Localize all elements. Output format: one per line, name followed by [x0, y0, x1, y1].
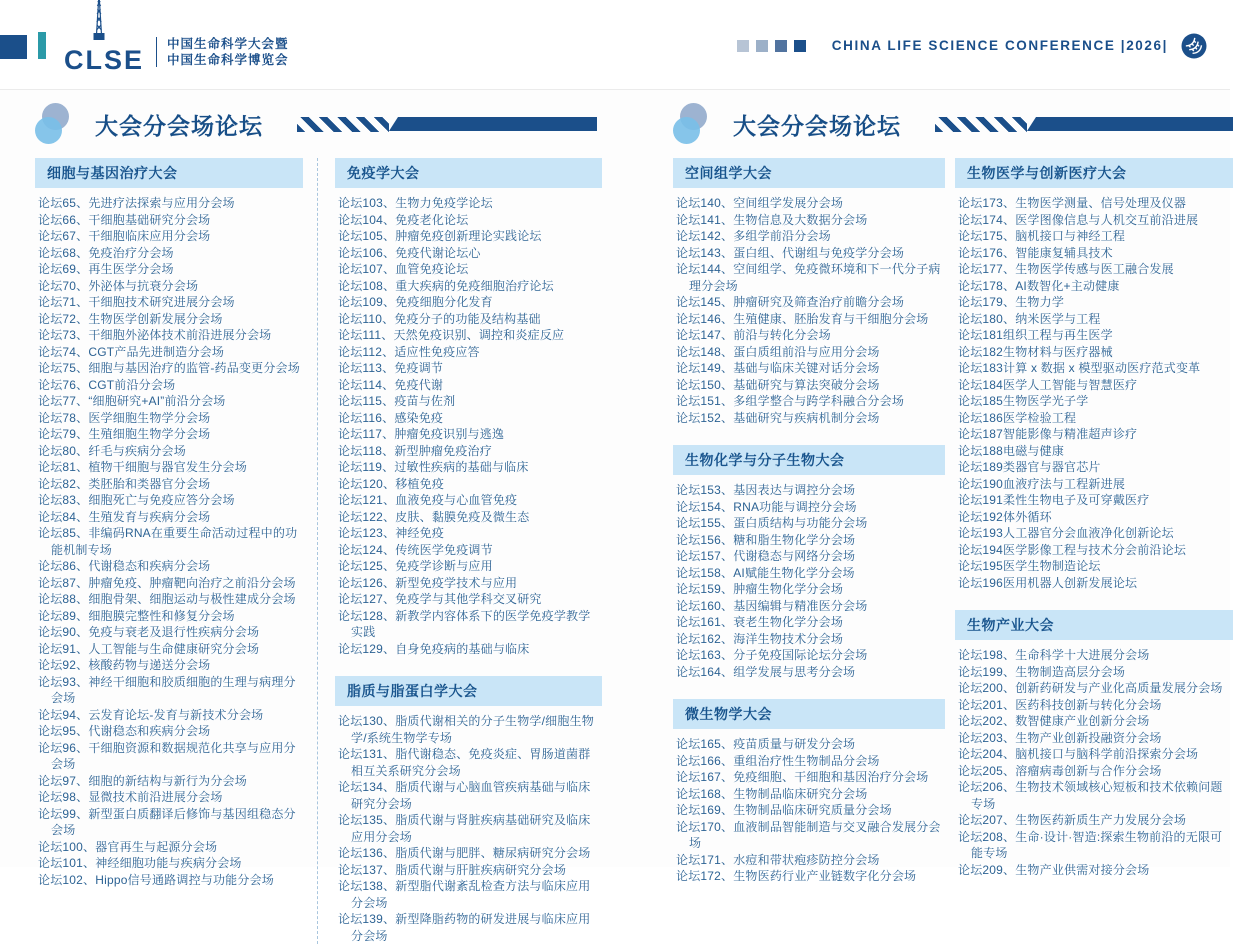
- forum-item: 论坛107、血管免疫论坛: [338, 262, 469, 276]
- forum-item: 论坛194医学影像工程与技术分会前沿论坛: [958, 542, 1187, 557]
- forum-item: 论坛189类器官与器官芯片: [958, 460, 1101, 474]
- clse-logo: [64, 15, 144, 75]
- forum-item: 论坛140、空间组学发展分会场: [676, 196, 844, 210]
- section-title: 大会分会场论坛: [95, 112, 263, 139]
- forum-item: 论坛163、分子免疫国际论坛分会场: [676, 648, 868, 662]
- forum-item: 论坛138、新型脂代谢紊乱检查方法与临床应用分会场: [338, 879, 591, 910]
- forum-group: [955, 610, 1233, 878]
- forum-item: 论坛188电磁与健康: [958, 443, 1065, 458]
- title-decoration: [297, 117, 597, 132]
- forum-item: 论坛78、医学细胞生物学分会场: [38, 410, 211, 425]
- forum-item: 论坛69、再生医学分会场: [38, 262, 174, 276]
- forum-item: 论坛168、生物制品临床研究分会场: [676, 786, 868, 801]
- forum-item: 论坛126、新型免疫学技术与应用: [338, 575, 518, 590]
- group-header: 细胞与基因治疗大会: [35, 158, 303, 188]
- forum-list: [335, 713, 602, 944]
- forum-item: 论坛65、先进疗法探索与应用分会场: [38, 196, 235, 210]
- forum-item: 论坛187智能影像与精准超声诊疗: [958, 427, 1138, 441]
- forum-item: 论坛72、生物医学创新发展分会场: [38, 311, 223, 326]
- forum-item: 论坛175、脑机接口与神经工程: [958, 229, 1126, 243]
- forum-item: 论坛130、脂质代谢相关的分子生物学/细胞生物学/系统生物学专场: [338, 714, 594, 745]
- forum-item: 论坛139、新型降脂药物的研发进展与临床应用分会场: [338, 912, 591, 943]
- forum-item: 论坛167、免疫细胞、干细胞和基因治疗分会场: [676, 770, 929, 784]
- dna-globe-icon: [1180, 32, 1208, 60]
- stripes-decoration: [935, 117, 1027, 132]
- forum-item: 论坛169、生物制品临床研究质量分会场: [676, 803, 892, 817]
- forum-item: 论坛125、免疫学诊断与应用: [338, 559, 493, 573]
- forum-item: 论坛186医学检验工程: [958, 410, 1077, 425]
- forum-item: 论坛145、肿瘤研究及筛查治疗前瞻分会场: [676, 295, 905, 309]
- forum-item: 论坛162、海洋生物技术分会场: [676, 631, 844, 646]
- forum-item: 论坛73、干细胞外泌体技术前沿进展分会场: [38, 328, 272, 342]
- forum-item: 论坛159、肿瘤生物化学分会场: [676, 582, 844, 596]
- forum-item: 论坛128、新教学内容体系下的医学免疫学教学实践: [338, 608, 591, 639]
- forum-list: [673, 195, 945, 426]
- square-decoration-3: [775, 40, 787, 52]
- forum-item: 论坛203、生物产业创新投融资分会场: [958, 730, 1162, 745]
- forum-item: 论坛190血液疗法与工程新进展: [958, 476, 1126, 491]
- forum-item: 论坛66、干细胞基础研究分会场: [38, 212, 211, 227]
- forum-item: 论坛117、肿瘤免疫识别与逃逸: [338, 427, 505, 441]
- columns-left: [35, 158, 597, 944]
- forum-item: 论坛158、AI赋能生物化学分会场: [676, 565, 855, 580]
- column-spatial-omics: [673, 158, 945, 885]
- forum-item: 论坛151、多组学整合与跨学科融合分会场: [676, 394, 905, 408]
- forum-item: 论坛149、基础与临床关键对话分会场: [676, 361, 880, 375]
- main-content: [0, 90, 1230, 944]
- square-decoration-1: [737, 40, 749, 52]
- section-title-row: [673, 100, 1233, 148]
- forum-item: 论坛77、“细胞研究+AI”前沿分会场: [38, 394, 226, 408]
- forum-item: 论坛86、代谢稳态和疾病分会场: [38, 559, 211, 573]
- forum-item: 论坛156、糖和脂生物化学分会场: [676, 532, 856, 547]
- square-decoration-4: [794, 40, 806, 52]
- column-cell-gene-therapy: [35, 158, 303, 888]
- forum-list: [35, 195, 303, 888]
- clse-logo-text: CLSE: [64, 44, 145, 75]
- forum-item: 论坛182生物材料与医疗器械: [958, 344, 1113, 359]
- forum-item: 论坛121、血液免疫与心血管免疫: [338, 493, 518, 507]
- bar-decoration: [389, 117, 597, 131]
- forum-item: 论坛93、神经干细胞和胶质细胞的生理与病理分会场: [38, 674, 296, 705]
- forum-item: 论坛111、天然免疫识别、调控和炎症反应: [338, 328, 565, 342]
- title-decoration: [935, 117, 1233, 132]
- forum-item: 论坛207、生物医药新质生产力发展分会场: [958, 813, 1187, 827]
- group-header: 生物化学与分子生物大会: [673, 445, 945, 475]
- forum-item: 论坛115、疫苗与佐剂: [338, 394, 456, 408]
- forum-item: 论坛98、显微技术前沿进展分会场: [38, 790, 223, 804]
- forum-item: 论坛134、脂质代谢与心脑血管疾病基础与临床研究分会场: [338, 780, 591, 811]
- column-immunology: [317, 158, 602, 944]
- forum-item: 论坛152、基础研究与疾病机制分会场: [676, 410, 880, 425]
- forum-item: 论坛105、肿瘤免疫创新理论实践论坛: [338, 229, 542, 243]
- forum-item: 论坛181组织工程与再生医学: [958, 328, 1113, 342]
- forum-item: 论坛123、神经免疫: [338, 526, 445, 540]
- forum-group: [335, 158, 602, 657]
- forum-item: 论坛195医学生物制造论坛: [958, 559, 1101, 573]
- group-header: 生物医学与创新医疗大会: [955, 158, 1233, 188]
- forum-group: [35, 158, 303, 888]
- forum-item: 论坛81、植物干细胞与器官发生分会场: [38, 460, 247, 474]
- forum-item: 论坛154、RNA功能与调控分会场: [676, 499, 857, 514]
- forum-item: 论坛131、脂代谢稳态、免疫炎症、胃肠道菌群相互关系研究分会场: [338, 747, 591, 778]
- header-squares-decoration: [737, 40, 806, 52]
- circle-bottom: [35, 117, 62, 144]
- forum-item: 论坛91、人工智能与生命健康研究分会场: [38, 641, 260, 656]
- forum-item: 论坛179、生物力学: [958, 295, 1065, 309]
- forum-item: 论坛83、细胞死亡与免疫应答分会场: [38, 493, 235, 507]
- org-name-line1: 中国生命科学大会暨: [167, 36, 289, 51]
- forum-item: 论坛171、水痘和带状疱疹防控分会场: [676, 852, 880, 867]
- forum-item: 论坛74、CGT产品先进制造分会场: [38, 344, 225, 359]
- forum-item: 论坛96、干细胞资源和数据规范化共享与应用分会场: [38, 740, 296, 771]
- bar-decoration: [1027, 117, 1233, 131]
- forum-item: 论坛160、基因编辑与精准医分会场: [676, 598, 868, 613]
- forum-item: 论坛89、细胞膜完整性和修复分会场: [38, 608, 235, 623]
- forum-item: 论坛110、免疫分子的功能及结构基础: [338, 311, 541, 326]
- forum-group: [673, 445, 945, 680]
- forum-item: 论坛173、生物医学测量、信号处理及仪器: [958, 196, 1187, 210]
- forum-item: 论坛166、重组治疗性生物制品分会场: [676, 753, 880, 768]
- group-header: 免疫学大会: [335, 158, 602, 188]
- forum-item: 论坛205、溶瘤病毒创新与合作分会场: [958, 763, 1162, 778]
- forum-item: 论坛88、细胞骨架、细胞运动与极性建成分会场: [38, 592, 296, 606]
- forum-item: 论坛82、类胚胎和类器官分会场: [38, 476, 211, 491]
- forum-item: 论坛71、干细胞技术研究进展分会场: [38, 295, 235, 309]
- forum-item: 论坛185生物医学光子学: [958, 394, 1089, 408]
- forum-item: 论坛184医学人工智能与智慧医疗: [958, 377, 1138, 392]
- forum-item: 论坛201、医药科技创新与转化分会场: [958, 697, 1162, 712]
- forum-item: 论坛161、衰老生物化学分会场: [676, 615, 844, 629]
- forum-group: [673, 699, 945, 885]
- conference-title-en: CHINA LIFE SCIENCE CONFERENCE |2026|: [831, 38, 1168, 53]
- group-header: 脂质与脂蛋白学大会: [335, 676, 602, 706]
- forum-item: 论坛155、蛋白质结构与功能分会场: [676, 516, 868, 530]
- forum-item: 论坛206、生物技术领域核心短板和技术依赖问题专场: [958, 780, 1223, 811]
- forum-item: 论坛208、生命·设计·智造:探索生物前沿的无限可能专场: [958, 829, 1223, 860]
- forum-item: 论坛106、免疫代谢论坛心: [338, 245, 481, 260]
- forum-item: 论坛92、核酸药物与递送分会场: [38, 658, 211, 672]
- forum-item: 论坛84、生殖发育与疾病分会场: [38, 509, 211, 524]
- forum-item: 论坛178、AI数智化+主动健康: [958, 278, 1120, 293]
- forum-item: 论坛198、生命科学十大进展分会场: [958, 648, 1150, 662]
- forum-item: 论坛146、生殖健康、胚胎发育与干细胞分会场: [676, 311, 929, 326]
- forum-item: 论坛196医用机器人创新发展论坛: [958, 575, 1138, 590]
- stripes-decoration: [297, 117, 389, 132]
- forum-item: 论坛94、云发育论坛-发育与新技术分会场: [38, 707, 264, 722]
- section-title-row: [35, 100, 597, 148]
- forum-item: 论坛112、适应性免疫应答: [338, 344, 480, 359]
- forum-item: 论坛176、智能康复辅具技术: [958, 245, 1113, 260]
- forum-item: 论坛124、传统医学免疫调节: [338, 542, 493, 557]
- forum-item: 论坛102、Hippo信号通路调控与功能分会场: [38, 872, 274, 887]
- column-biomedical-innovation: [955, 158, 1233, 878]
- forum-item: 论坛118、新型肿瘤免疫治疗: [338, 443, 492, 458]
- forum-list: [955, 195, 1233, 591]
- circles-icon: [35, 102, 79, 146]
- forum-item: 论坛170、血液制品智能制造与交叉融合发展分会场: [676, 819, 941, 850]
- forum-item: 论坛80、纤毛与疾病分会场: [38, 443, 186, 458]
- forum-item: 论坛143、蛋白组、代谢组与免疫学分会场: [676, 245, 905, 260]
- forum-item: 论坛68、免疫治疗分会场: [38, 245, 174, 260]
- forum-item: 论坛180、纳米医学与工程: [958, 311, 1101, 326]
- group-header: 空间组学大会: [673, 158, 945, 188]
- forum-item: 论坛153、基因表达与调控分会场: [676, 483, 856, 497]
- forum-list: [955, 647, 1233, 878]
- forum-item: 论坛109、免疫细胞分化发育: [338, 295, 493, 309]
- square-decoration-2: [756, 40, 768, 52]
- forum-section-right: [673, 100, 1233, 944]
- forum-list: [335, 195, 602, 657]
- forum-item: 论坛147、前沿与转化分会场: [676, 328, 831, 342]
- forum-item: 论坛150、基础研究与算法突破分会场: [676, 377, 880, 392]
- forum-item: 论坛76、CGT前沿分会场: [38, 377, 176, 392]
- header-accent-teal-bar: [38, 32, 46, 59]
- forum-section-left: [35, 100, 597, 944]
- forum-item: 论坛137、脂质代谢与肝脏疾病研究分会场: [338, 862, 567, 877]
- forum-item: 论坛164、组学发展与思考分会场: [676, 664, 856, 679]
- forum-item: 论坛199、生物制造高层分会场: [958, 664, 1126, 679]
- forum-item: 论坛192体外循环: [958, 509, 1052, 524]
- forum-item: 论坛204、脑机接口与脑科学前沿探索分会场: [958, 747, 1199, 761]
- forum-item: 论坛174、医学图像信息与人机交互前沿进展: [958, 212, 1199, 227]
- forum-item: 论坛141、生物信息及大数据分会场: [676, 212, 868, 227]
- forum-item: 论坛120、移植免疫: [338, 476, 445, 491]
- forum-item: 论坛114、免疫代谢: [338, 377, 444, 392]
- forum-item: 论坛122、皮肤、黏膜免疫及微生态: [338, 509, 530, 524]
- forum-item: 论坛148、蛋白质组前沿与应用分会场: [676, 344, 880, 359]
- forum-item: 论坛75、细胞与基因治疗的监管-药品变更分会场: [38, 361, 300, 375]
- forum-group: [335, 676, 602, 944]
- tower-icon: [90, 0, 108, 45]
- forum-item: 论坛193人工器官分会血液净化创新论坛: [958, 526, 1174, 540]
- forum-list: [673, 482, 945, 680]
- group-header: 微生物学大会: [673, 699, 945, 729]
- forum-item: 论坛142、多组学前沿分会场: [676, 229, 831, 243]
- circles-icon: [673, 102, 717, 146]
- forum-group: [955, 158, 1233, 591]
- forum-item: 论坛202、数智健康产业创新分会场: [958, 714, 1150, 728]
- forum-item: 论坛127、免疫学与其他学科交叉研究: [338, 592, 542, 606]
- forum-item: 论坛177、生物医学传感与医工融合发展: [958, 262, 1174, 276]
- forum-group: [673, 158, 945, 426]
- forum-item: 论坛99、新型蛋白质翻译后修饰与基因组稳态分会场: [38, 806, 296, 837]
- forum-item: 论坛144、空间组学、免疫微环境和下一代分子病理分会场: [676, 262, 941, 293]
- forum-item: 论坛200、创新药研发与产业化高质量发展分会场: [958, 681, 1223, 695]
- forum-item: 论坛103、生物力免疫学论坛: [338, 196, 493, 210]
- logo-divider: [156, 37, 157, 67]
- forum-list: [673, 736, 945, 885]
- group-header: 生物产业大会: [955, 610, 1233, 640]
- header: [0, 0, 1230, 90]
- forum-item: 论坛108、重大疾病的免疫细胞治疗论坛: [338, 278, 554, 293]
- forum-item: 论坛119、过敏性疾病的基础与临床: [338, 460, 529, 474]
- forum-item: 论坛70、外泌体与抗衰分会场: [38, 278, 199, 293]
- forum-item: 论坛90、免疫与衰老及退行性疾病分会场: [38, 625, 260, 639]
- forum-item: 论坛157、代谢稳态与网络分会场: [676, 549, 856, 563]
- forum-item: 论坛135、脂质代谢与肾脏疾病基础研究及临床应用分会场: [338, 813, 591, 844]
- forum-item: 论坛165、疫苗质量与研发分会场: [676, 737, 856, 751]
- forum-item: 论坛104、免疫老化论坛: [338, 212, 469, 227]
- forum-item: 论坛172、生物医药行业产业链数字化分会场: [676, 869, 917, 883]
- section-title: 大会分会场论坛: [733, 112, 901, 139]
- org-name: [167, 36, 289, 68]
- forum-item: 论坛67、干细胞临床应用分会场: [38, 229, 211, 243]
- forum-item: 论坛183计算 x 数据 x 模型驱动医疗范式变革: [958, 361, 1201, 375]
- forum-item: 论坛116、感染免疫: [338, 410, 444, 425]
- forum-item: 论坛136、脂质代谢与肥胖、糖尿病研究分会场: [338, 846, 591, 860]
- forum-item: 论坛209、生物产业供需对接分会场: [958, 862, 1150, 877]
- forum-item: 论坛100、器官再生与起源分会场: [38, 839, 218, 854]
- forum-item: 论坛113、免疫调节: [338, 361, 444, 375]
- columns-right: [673, 158, 1233, 885]
- forum-item: 论坛101、神经细胞功能与疾病分会场: [38, 856, 242, 870]
- forum-item: 论坛95、代谢稳态和疾病分会场: [38, 724, 211, 738]
- header-accent-block: [0, 35, 27, 59]
- forum-item: 论坛129、自身免疫病的基础与临床: [338, 641, 530, 656]
- forum-item: 论坛79、生殖细胞生物学分会场: [38, 427, 211, 441]
- circle-bottom: [673, 117, 700, 144]
- forum-item: 论坛97、细胞的新结构与新行为分会场: [38, 773, 247, 788]
- forum-item: 论坛85、非编码RNA在重要生命活动过程中的功能机制专场: [38, 526, 298, 557]
- forum-item: 论坛191柔性生物电子及可穿戴医疗: [958, 493, 1150, 507]
- forum-item: 论坛87、肿瘤免疫、肿瘤靶向治疗之前沿分会场: [38, 575, 296, 590]
- org-name-line2: 中国生命科学博览会: [167, 52, 289, 67]
